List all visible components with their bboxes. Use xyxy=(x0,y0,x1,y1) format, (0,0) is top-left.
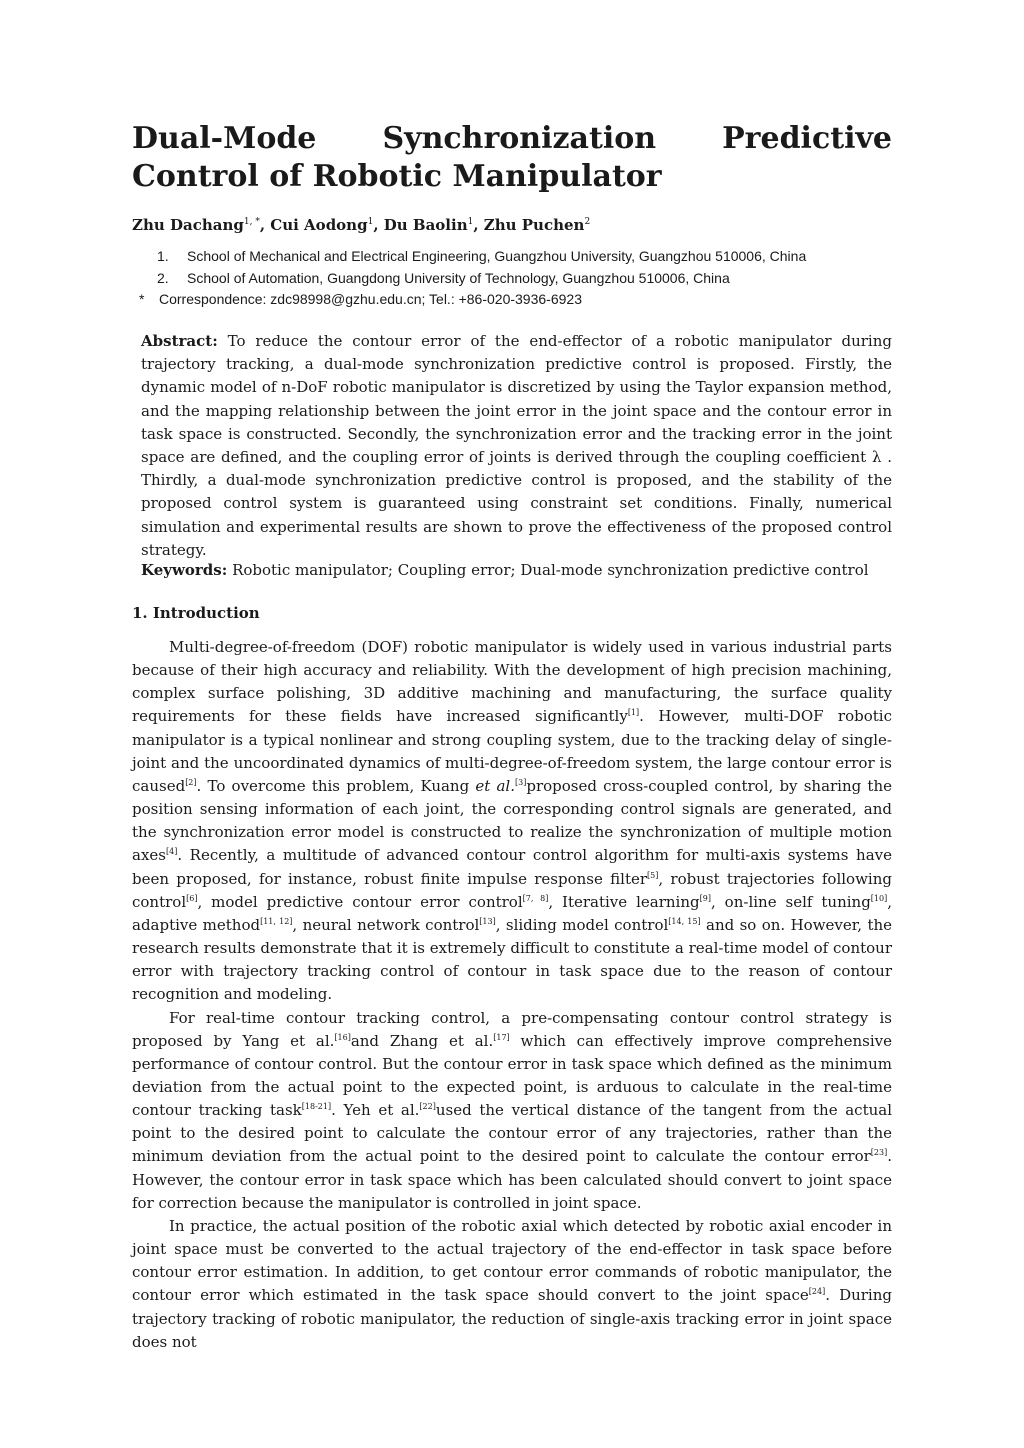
text-run: . To overcome this problem, Kuang xyxy=(196,776,476,795)
text-run: proposed cross-coupled control, by sharing the position sensing information of each joint, the corresponding control signals are generated, and the synchronization error model is constructed to realize the synchronization of multiple motion axes xyxy=(132,776,892,865)
text-run: , on-line self tuning xyxy=(710,892,871,911)
author: Cui Aodong$^1$ xyxy=(270,216,374,234)
author-list: Zhu Dachang$^{1, *}$, Cui Aodong$^1$, Du Baolin$^1$, Zhu Puchen$^2$ xyxy=(132,216,591,234)
citation-ref: [9] xyxy=(699,893,711,903)
text-run: , adaptive method xyxy=(132,892,892,934)
text-run: . However, the contour error in task space which has been calculated should convert to joint space for correction because the manipulator is controlled in joint space. xyxy=(132,1147,892,1212)
text-run: used the vertical distance of the tangent from the actual point to the desired point to calculate the contour error of any trajectories, rather than the minimum deviation from the actual point to the desired point to calculate the contour error xyxy=(132,1101,893,1166)
affiliation: 1. School of Mechanical and Electrical Engineering, Guangzhou University, Guangzhou 510006, China xyxy=(157,248,807,264)
citation-ref: [5] xyxy=(647,870,659,880)
keywords-label: Keywords xyxy=(141,561,222,579)
paper-title: Dual-Mode Synchronization Predictive Control of Robotic Manipulator xyxy=(132,121,892,194)
citation-ref: [4] xyxy=(165,847,178,857)
author: Zhu Puchen$^2$ xyxy=(483,216,591,234)
citation-ref: [23] xyxy=(870,1148,888,1158)
citation-ref: [24] xyxy=(808,1287,826,1297)
text-run: . Recently, a multitude of advanced contour control algorithm for multi-axis systems have been proposed, for instance, robust finite impulse response filter xyxy=(132,846,892,888)
text-run: . Yeh et al. xyxy=(331,1101,420,1120)
abstract-text: To reduce the contour error of the end-effector of a robotic manipulator during trajectory tracking, a dual-mode synchronization predictive control is proposed. Firstly, the dynamic model of n-DoF robotic manipulator is discretized by using the Taylor expansion method, and the mapping relationship between the joint error in the joint space and the contour error in task space is constructed. Secondly, the synchronization error and the tracking error in the joint space are defined, and the coupling error of joints is derived through the coupling coefficient λ . Thirdly, a dual-mode synchronization predictive control is proposed, and the stability of the proposed control system is guaranteed using constraint set conditions. Finally, numerical simulation and experimental results are shown to prove the effectiveness of the proposed control strategy. xyxy=(141,332,892,559)
citation-ref: [11, 12] xyxy=(260,916,293,926)
text-run: , sliding model control xyxy=(495,915,669,934)
body-text xyxy=(132,636,892,1354)
text-run: , robust trajectories following control xyxy=(132,869,892,911)
citation-ref: [14, 15] xyxy=(668,916,701,926)
citation-ref: [10] xyxy=(870,893,888,903)
citation-ref: [22] xyxy=(419,1102,436,1112)
abstract: Abstract: To reduce the contour error of the end-effector of a robotic manipulator during trajectory tracking, a dual-mode synchronization predictive control is proposed. Firstly, the dynamic model of n-DoF robotic manipulator is discretized by using the Taylor expansion method, and the mapping relationship between the joint error in the joint space and the contour error in task space is constructed. Secondly, the synchronization error and the tracking error in the joint space are defined, and the coupling error of joints is derived through the coupling coefficient λ . Thirdly, a dual-mode synchronization predictive control is proposed, and the stability of the proposed control system is guaranteed using constraint set conditions. Finally, numerical simulation and experimental results are shown to prove the effectiveness of the proposed control strategy. xyxy=(141,332,892,559)
citation-ref: [1] xyxy=(627,708,640,718)
text-run: , neural network control xyxy=(292,915,480,934)
text-run: For real-time contour tracking control, a pre-compensating contour control strategy is proposed by Yang et al. xyxy=(132,1008,892,1050)
citation-ref: [7, 8] xyxy=(522,893,549,903)
citation-ref: [13] xyxy=(479,916,496,926)
keywords-text: Robotic manipulator; Coupling error; Dual-mode synchronization predictive control xyxy=(232,561,869,579)
body-paragraph xyxy=(132,636,892,1007)
text-run: . During trajectory tracking of robotic manipulator, the reduction of single-axis tracking error in joint space does not xyxy=(132,1286,892,1351)
text-run: and so on. However, the research results demonstrate that it is extremely difficult to constitute a real-time model of contour error with trajectory tracking control of contour in task space due to the reason of contour recognition and modeling. xyxy=(132,915,893,1004)
text-run: and Zhang et al. xyxy=(350,1031,494,1050)
text-run: Multi-degree-of-freedom (DOF) robotic manipulator is widely used in various industrial parts because of their high accuracy and reliability. With the development of high precision machining, complex surface polishing, 3D additive machining and manufacturing, the surface quality requirements for these fields have increased significantly xyxy=(132,638,892,726)
affiliation-list xyxy=(132,246,892,311)
text-run: In practice, the actual position of the robotic axial which detected by robotic axial encoder in joint space must be converted to the actual trajectory of the end-effector in task space before contour error estimation. In addition, to get contour error commands of robotic manipulator, the contour error which estimated in the task space should convert to the joint space xyxy=(132,1216,892,1305)
affiliation: 2. School of Automation, Guangdong University of Technology, Guangzhou 510006, China xyxy=(157,269,730,286)
text-run: which can effectively improve comprehensive performance of contour control. But the contour error in task space which defined as the minimum deviation from the actual point to the expected point, is arduous to calculate in the real-time contour tracking task xyxy=(132,1031,892,1120)
citation-ref: [3] xyxy=(515,777,527,787)
body-paragraph xyxy=(132,1215,892,1354)
correspondence: * Correspondence: zdc98998@gzhu.edu.cn; Tel.: +86-020-3936-6923 xyxy=(139,291,582,307)
text-run: . However, multi-DOF robotic manipulator is a typical nonlinear and strong coupling system, due to the tracking delay of single-joint and the uncoordinated dynamics of multi-degree-of-freedom system, the large contour error is caused xyxy=(132,707,892,795)
citation-ref: [16] xyxy=(334,1032,351,1042)
citation-ref: [6] xyxy=(186,893,198,903)
citation-ref: [18-21] xyxy=(301,1102,332,1112)
italic-text: et al. xyxy=(475,776,515,795)
text-run: , model predictive contour error control xyxy=(197,892,523,911)
body-paragraph xyxy=(132,1007,892,1215)
keywords: Keywords: Robotic manipulator; Coupling error; Dual-mode synchronization predictive control xyxy=(141,561,869,579)
text-run: , Iterative learning xyxy=(548,892,700,911)
citation-ref: [2] xyxy=(185,777,197,787)
author: Zhu Dachang$^{1, *}$ xyxy=(132,216,260,234)
author: Du Baolin$^1$ xyxy=(383,216,474,234)
section-heading: 1. Introduction xyxy=(132,604,260,622)
citation-ref: [17] xyxy=(493,1032,510,1042)
abstract-label: Abstract xyxy=(141,332,213,350)
